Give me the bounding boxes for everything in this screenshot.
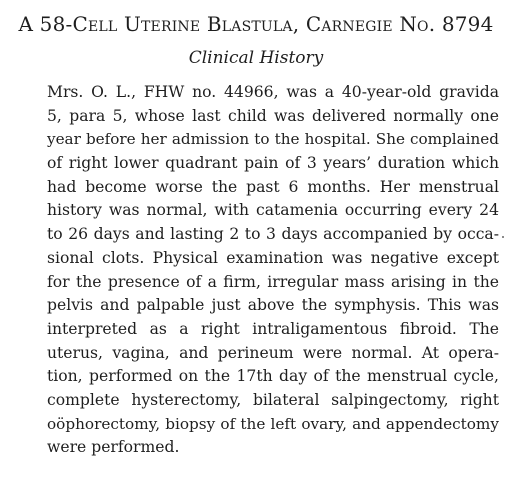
paragraph-line: of right lower quadrant pain of 3 years’ duration which xyxy=(47,154,499,173)
paragraph-line: to 26 days and lasting 2 to 3 days accompanied by occa- xyxy=(47,225,499,244)
paragraph-line: for the presence of a firm, irregular mass arising in the xyxy=(47,272,499,291)
paragraph-line: were performed. xyxy=(47,438,180,457)
paragraph-line: had become worse the past 6 months. Her menstrual xyxy=(47,177,499,196)
paragraph-line: year before her admission to the hospital. She complained xyxy=(47,130,499,149)
scan-speck xyxy=(502,236,504,238)
paragraph-line: complete hysterectomy, bilateral salpingectomy, right xyxy=(47,390,499,409)
paragraph-line: history was normal, with catamenia occurring every 24 xyxy=(47,201,499,220)
paragraph-line: 5, para 5, whose last child was delivered normally one xyxy=(47,106,499,125)
paragraph-line: tion, performed on the 17th day of the menstrual cycle, xyxy=(47,367,499,386)
paragraph-line: Mrs. O. L., FHW no. 44966, was a 40-year-old gravida xyxy=(47,83,499,101)
section-heading: Clinical History xyxy=(188,48,324,68)
clinical-history-paragraph xyxy=(47,81,499,460)
paragraph-line: oöphorectomy, biopsy of the left ovary, and appendectomy xyxy=(47,414,499,433)
paragraph-line: uterus, vagina, and perineum were normal. At opera- xyxy=(47,343,499,362)
paragraph-line: pelvis and palpable just above the symphysis. This was xyxy=(47,296,499,315)
paragraph-line: interpreted as a right intraligamentous fibroid. The xyxy=(47,319,499,338)
document-title: A 58-Cell Uterine Blastula, Carnegie No. 8794 xyxy=(18,12,494,36)
paragraph-line: sional clots. Physical examination was negative except xyxy=(47,248,499,267)
